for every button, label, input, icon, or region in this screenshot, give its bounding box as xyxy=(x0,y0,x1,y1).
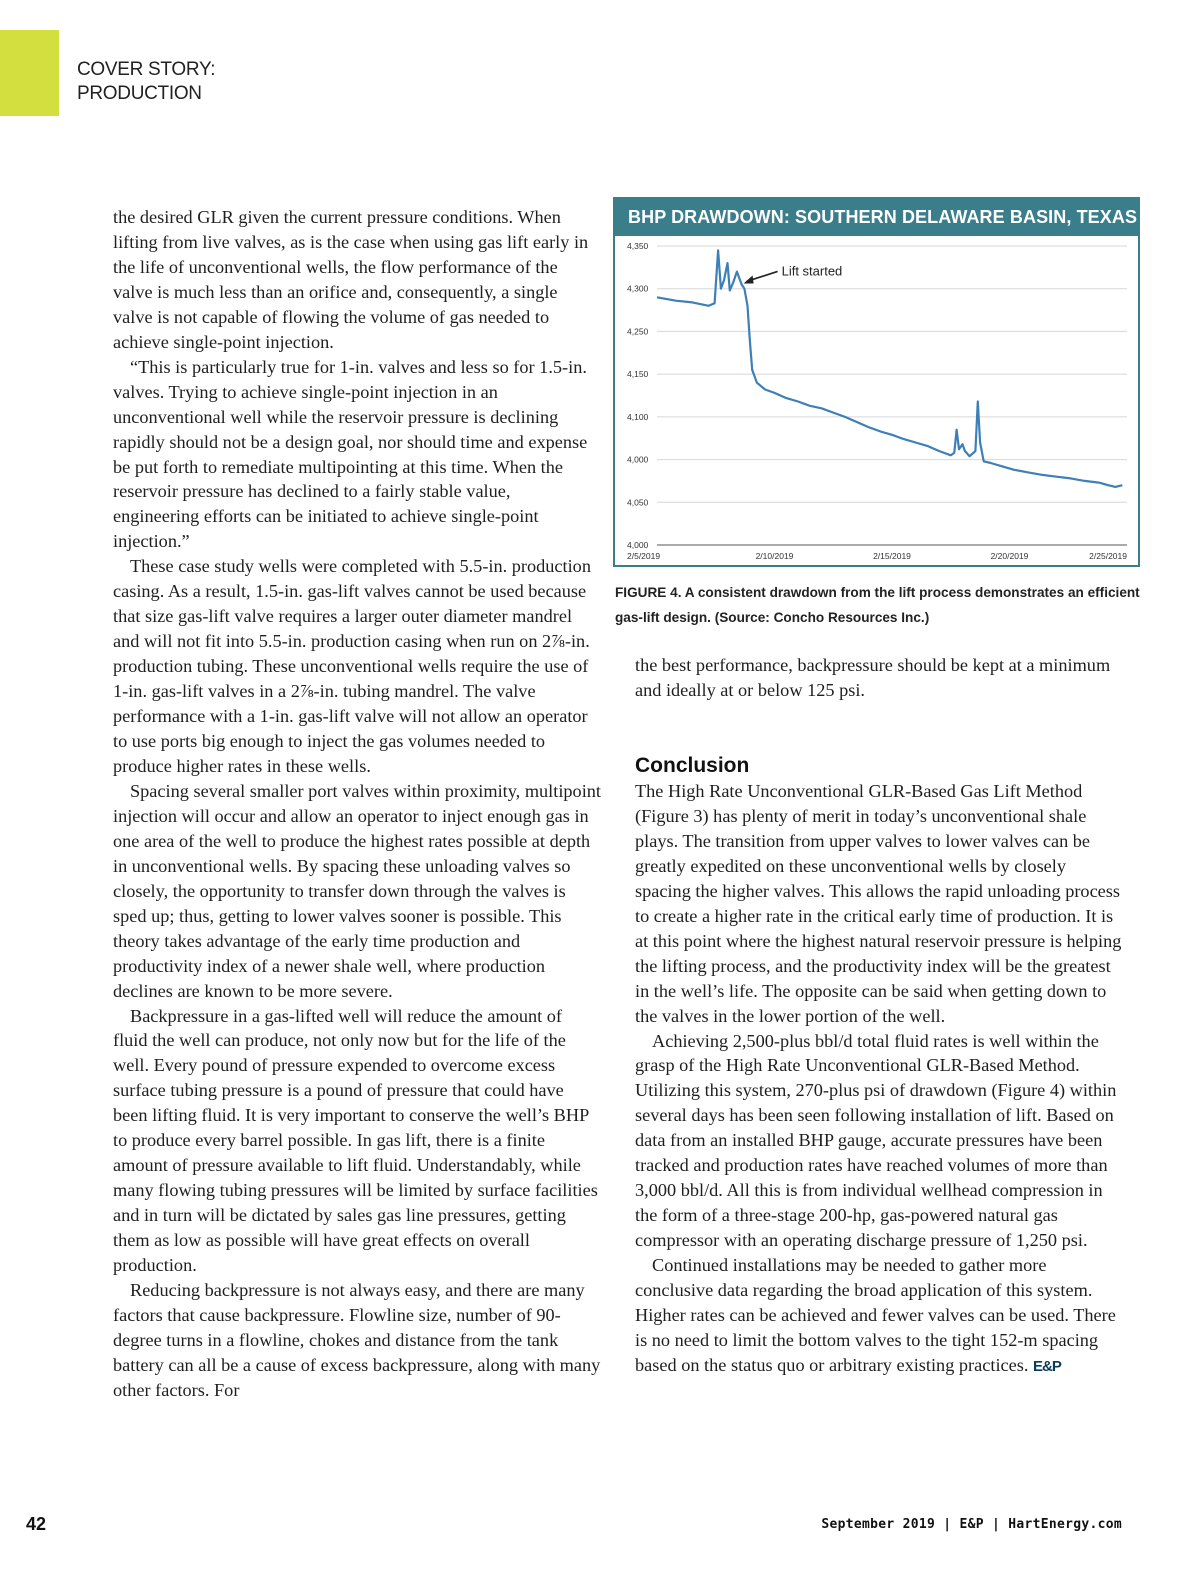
x-tick-label: 2/5/2019 xyxy=(627,551,661,561)
y-tick-label: 4,100 xyxy=(627,411,649,422)
body-paragraph: These case study wells were completed with 5.5-in. production casing. As a result, 1.5-in. gas-lift valves cannot be used because that size gas-lift valve requires a larger outer diameter mandrel and will not fit into 5.5-in. production casing when run on 2⅞-in. production tubing. These unconventional wells require the use of 1-in. gas-lift valves in a 2⅞-in. tubing mandrel. The valve performance with a 1-in. gas-lift valve will not allow an operator to use ports big enough to inject the gas volumes needed to produce higher rates in these wells. xyxy=(113,556,591,776)
x-tick-label: 2/15/2019 xyxy=(873,551,911,561)
page-footer: September 2019 | E&P | HartEnergy.com xyxy=(821,1517,1122,1532)
body-paragraph: Reducing backpressure is not always easy, and there are many factors that cause backpressure. Flowline size, number of 90-degree turns in a flowline, chokes and distance from the tank battery can all be a cause of excess backpressure, along with many other factors. For xyxy=(113,1279,601,1400)
body-paragraph: The High Rate Unconventional GLR-Based Gas Lift Method (Figure 3) has plenty of merit in today’s unconventional shale plays. The transition from upper valves to lower valves can be greatly expedited on these unconventional wells by closely spacing the higher valves. This allows the rapid unloading process to create a higher rate in the critical early time of production. It is at this point where the highest natural reservoir pressure is helping the lifting process, and the productivity index will be the greatest in the well’s life. The opposite can be said when getting down to the valves in the lower portion of the well. xyxy=(635,781,1122,1026)
end-mark-logo: E&P xyxy=(1033,1357,1061,1375)
body-paragraph: the desired GLR given the current pressure conditions. When lifting from live valves, as is the case when using gas lift early in the life of unconventional wells, the flow performance of the valve is much less than an orifice and, consequently, a single valve is not capable of flowing the volume of gas needed to achieve single-point injection. xyxy=(113,207,589,352)
left-column xyxy=(113,205,601,1403)
right-column-conclusion xyxy=(635,753,1125,1380)
section-label-line2: PRODUCTION xyxy=(77,83,202,104)
right-column-top xyxy=(635,653,1125,703)
body-paragraph: Backpressure in a gas-lifted well will reduce the amount of fluid the well can produce, not only now but for the life of the well. Every pound of pressure expended to overcome excess surface tubing pressure is a pound of pressure that could have been lifting fluid. It is very important to conserve the well’s BHP to produce every barrel possible. In gas lift, there is a finite amount of pressure available to lift fluid. Understandably, while many flowing tubing pressures will be limited by surface facilities and in turn will be dictated by sales gas line pressures, getting them as low as possible will have great effects on overall production. xyxy=(113,1005,598,1276)
body-paragraph: the best performance, backpressure should be kept at a minimum and ideally at or below 125 psi. xyxy=(635,655,1111,700)
y-tick-label: 4,250 xyxy=(627,326,649,337)
figure-4-chart xyxy=(613,197,1140,567)
annotation-arrow-head xyxy=(744,275,754,283)
body-paragraph: Continued installations may be needed to gather more conclusive data regarding the broad application of this system. Higher rates can be achieved and fewer valves can be used. There is no need to limit the bottom valves to the tight 152-m spacing based on the status quo or arbitrary existing practices. xyxy=(635,1255,1116,1375)
figure-caption: FIGURE 4. A consistent drawdown from the lift process demonstrates an efficient gas-lift design. (Source: Concho Resources Inc.) xyxy=(615,585,1140,625)
y-tick-label: 4,000 xyxy=(627,454,649,465)
body-paragraph: Spacing several smaller port valves within proximity, multipoint injection will occur and allow an operator to inject enough gas in one area of the well to produce the highest rates possible at depth in unconventional wells. By spacing these unloading valves so closely, the opportunity to transfer down through the valves is sped up; thus, getting to lower valves sooner is possible. This theory takes advantage of the early time production and productivity index of a newer shale well, where production declines are known to be more severe. xyxy=(113,780,602,1001)
y-tick-label: 4,050 xyxy=(627,497,649,508)
x-tick-label: 2/20/2019 xyxy=(990,551,1029,561)
conclusion-heading: Conclusion xyxy=(635,754,750,777)
y-tick-label: 4,000 xyxy=(627,540,649,550)
section-color-tab xyxy=(0,30,59,116)
chart-title: BHP DRAWDOWN: SOUTHERN DELAWARE BASIN, TEXAS xyxy=(615,199,1138,236)
chart-svg xyxy=(615,236,1138,565)
series-line-bhp xyxy=(657,250,1122,487)
y-tick-label: 4,150 xyxy=(627,369,649,380)
y-tick-label: 4,350 xyxy=(627,241,649,251)
x-tick-label: 2/10/2019 xyxy=(755,551,794,561)
y-tick-label: 4,300 xyxy=(627,283,649,294)
annotation-label: Lift started xyxy=(781,263,843,279)
page-number: 42 xyxy=(26,1514,47,1534)
section-label xyxy=(77,58,215,106)
x-tick-label: 2/25/2019 xyxy=(1089,551,1127,561)
body-paragraph: “This is particularly true for 1-in. valves and less so for 1.5-in. valves. Trying to achieve single-point injection in an unconventional well while the reservoir pressure is declining rapidly should not be a design goal, nor should time and expense be put forth to remediate multipointing at this time. When the reservoir pressure has declined to a fairly stable value, engineering efforts can be initiated to achieve single-point injection.” xyxy=(113,356,588,552)
section-label-line1: COVER STORY: xyxy=(77,59,216,80)
body-paragraph: Achieving 2,500-plus bbl/d total fluid rates is well within the grasp of the High Rate Unconventional GLR-Based Method. Utilizing this system, 270-plus psi of drawdown (Figure 4) within several days has been seen following installation of lift. Based on data from an installed BHP gauge, accurate pressures have been tracked and production rates have reached volumes of more than 3,000 bbl/d. All this is from individual wellhead compression in the form of a three-stage 200-hp, gas-powered natural gas compressor with an operating discharge pressure of 1,250 psi. xyxy=(635,1030,1117,1251)
